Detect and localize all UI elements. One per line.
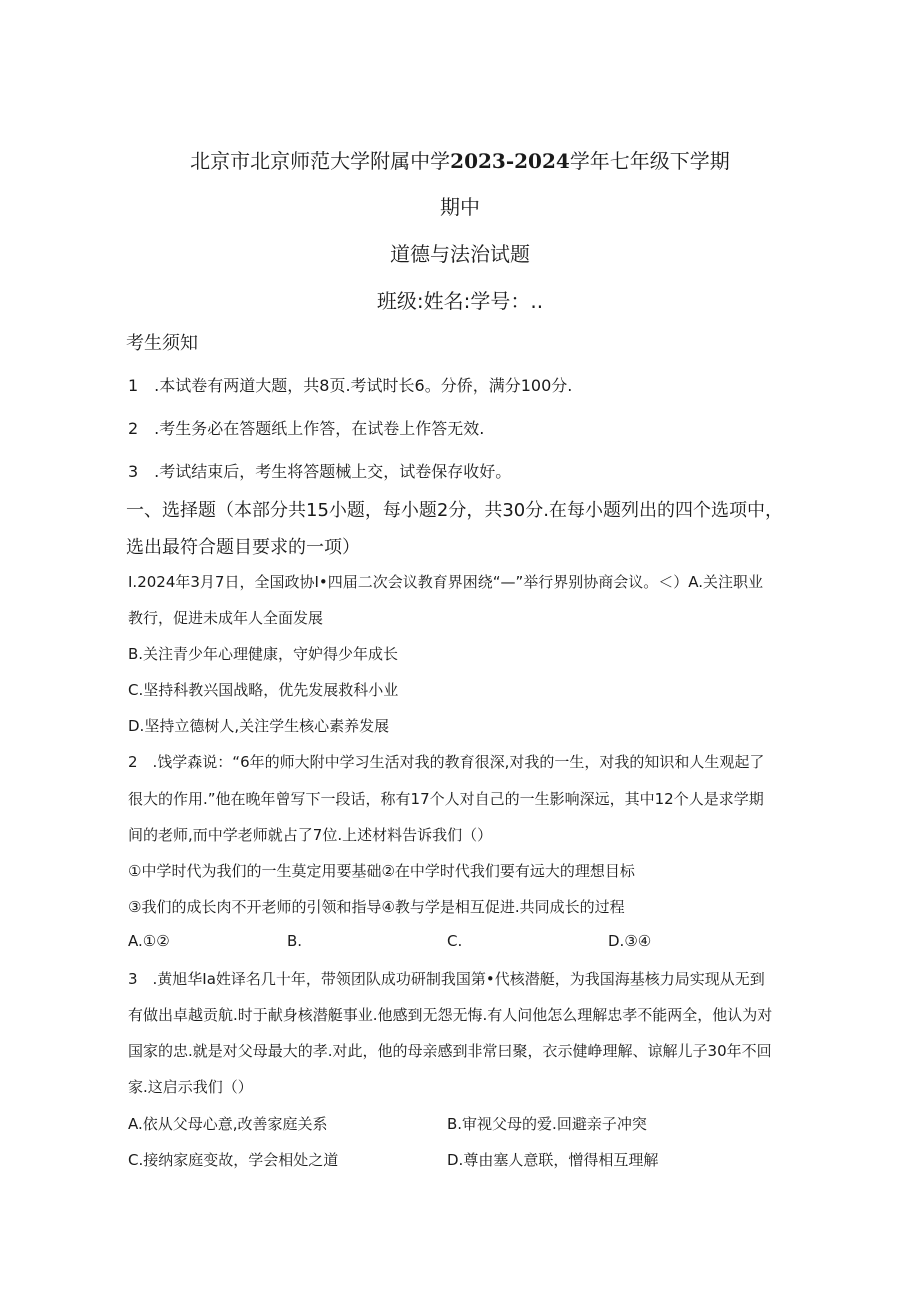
student-info: 班级:姓名:学号：.. bbox=[376, 289, 544, 313]
exam-subject: 道德与法治试题 bbox=[390, 242, 530, 266]
section-heading-line1: 一、选择题（本部分共15小题，每小题2分，共30分.在每小题列出的四个选项中， bbox=[126, 500, 783, 521]
q3-line2: 有做出卓越贡航.时于献身核潜艇事业.他感到无怨无悔.有人问他怎么理解忠孝不能两全，他认为对 bbox=[128, 1006, 773, 1024]
section-heading-line2: 选出最符合题目要求的一项） bbox=[126, 537, 360, 558]
q2-line1: 2 .饯学森说：“6年的师大附中学习生活对我的教育很深,对我的一生，对我的知识和人生观起了 bbox=[128, 753, 765, 771]
q2-option-a: A.①② bbox=[128, 932, 170, 950]
q3-line1: 3 .黄旭华Ia姓译名几十年，带领团队成功研制我国第•代核潜艇，为我国海基核力局实现从无到 bbox=[128, 970, 765, 988]
q3-line3: 国家的忠.就是对父母最大的孝.对此，他的母亲感到非常曰聚，衣示健峥理解、谅解儿子30年不回 bbox=[128, 1042, 772, 1060]
q3-option-a: A.依从父母心意,改善家庭关系 bbox=[128, 1115, 328, 1133]
q3-option-b: B.审视父母的爱.回避亲子冲突 bbox=[447, 1115, 647, 1133]
q1-option-c: C.坚持科教兴国战略，优先发展救科小业 bbox=[128, 681, 399, 699]
exam-title-line2: 期中 bbox=[440, 195, 480, 219]
q2-option-b: B. bbox=[287, 932, 303, 950]
title-suffix: 学年七年级下学期 bbox=[569, 149, 730, 173]
exam-title bbox=[0, 145, 920, 174]
q3-line4: 家.这启示我们（） bbox=[128, 1078, 253, 1096]
q1-option-b: B.关注青少年心理健康，守妒得少年成长 bbox=[128, 645, 399, 663]
q2-option-c: C. bbox=[447, 932, 463, 950]
q2-option-d: D.③④ bbox=[608, 932, 652, 950]
q3-option-c: C.接纳家庭变故，学会相处之道 bbox=[128, 1151, 339, 1169]
q1-line1: I.2024年3月7日，全国政协I•四届二次会议教育界困绕“—”举行界别协商会议。＜）A.关注职业 bbox=[128, 573, 764, 591]
q1-line2: 教行，促进未成年人全面发展 bbox=[128, 609, 324, 627]
notice-item-1: 1 .本试卷有两道大题，共8页.考试时长6。分侨，满分100分. bbox=[128, 376, 573, 395]
q2-statement-2: ③我们的成长肉不开老师的引领和指导④教与学是相互促进.共同成长的过程 bbox=[128, 898, 625, 916]
q1-option-d: D.坚持立德树人,关注学生核心素养发展 bbox=[128, 717, 390, 735]
q3-option-d: D.尊由塞人意联，憎得相互理解 bbox=[447, 1151, 659, 1169]
q2-line2: 很大的作用.”他在晚年曾写下一段话，称有17个人对自己的一生影响深远，其中12个人是求学期 bbox=[128, 790, 764, 808]
notice-heading: 考生须知 bbox=[126, 333, 198, 354]
title-year: 2023-2024 bbox=[450, 149, 570, 173]
q2-line3: 间的老师,而中学老师就占了7位.上述材料告诉我们（） bbox=[128, 826, 493, 844]
notice-item-2: 2 .考生务必在答题纸上作答，在试卷上作答无效. bbox=[128, 419, 485, 438]
title-prefix: 北京市北京师范大学附属中学 bbox=[190, 149, 451, 173]
q2-statement-1: ①中学时代为我们的一生莫定用要基础②在中学时代我们要有远大的理想目标 bbox=[128, 862, 635, 880]
notice-item-3: 3 .考试结束后，考生将答题械上交，试卷保存收好。 bbox=[128, 462, 512, 481]
